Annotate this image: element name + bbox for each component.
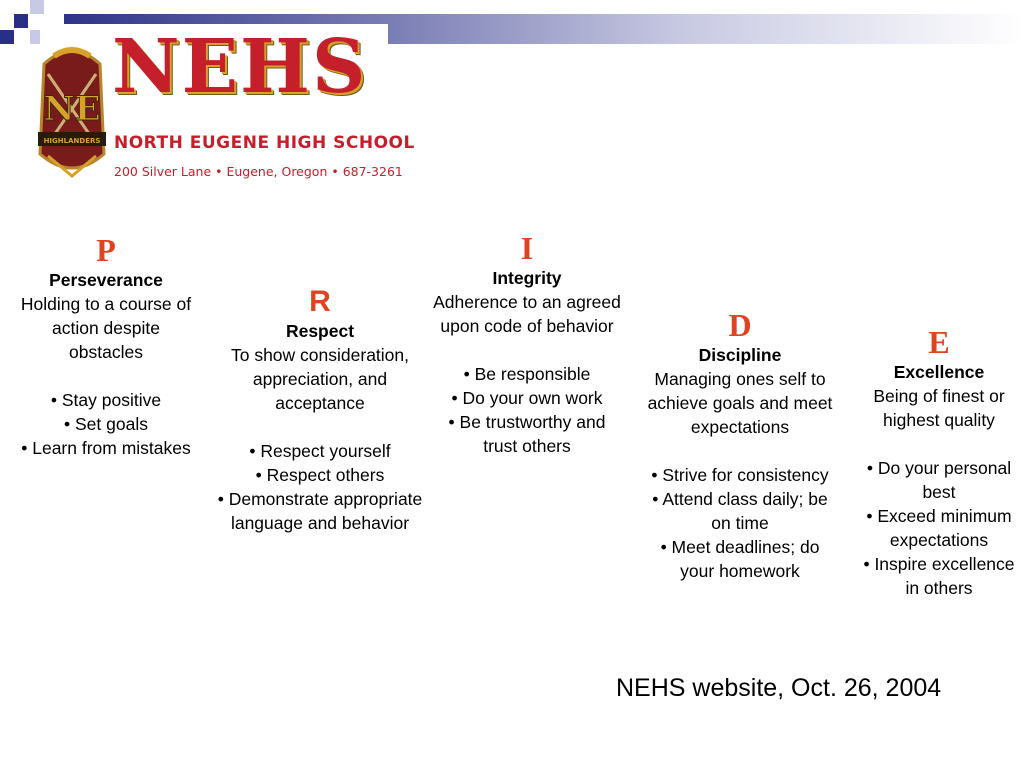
value-title: Perseverance [49,270,163,290]
value-bullet: • Respect others [255,465,385,485]
value-column-integrity [432,232,622,458]
value-letter: D [728,307,752,343]
value-letter: P [96,232,116,268]
logo-school-name: NORTH EUGENE HIGH SCHOOL [114,133,415,153]
value-bullet: • Learn from mistakes [21,438,191,458]
value-column-perseverance [14,234,198,460]
value-definition: Managing ones self to achieve goals and meet expectations [647,369,833,437]
value-definition: To show consideration, appreciation, and acceptance [230,345,410,413]
value-bullet: • Strive for consistency [651,465,829,485]
value-title: Respect [285,321,355,341]
school-logo [30,24,415,190]
value-column-excellence [858,326,1020,600]
value-bullet: • Set goals [64,414,148,434]
value-title: Integrity [492,268,562,288]
source-citation: NEHS website, Oct. 26, 2004 [616,674,942,702]
value-column-respect [214,287,426,535]
value-bullet: • Exceed minimum expectations [866,506,1012,550]
value-bullet: • Be responsible [463,364,591,384]
value-definition: Holding to a course of action despite obstacles [20,294,192,362]
value-bullet: • Be trustworthy and trust others [448,412,606,456]
logo-wordmark: NEHS [112,24,368,110]
value-bullet: • Do your personal best [866,458,1012,502]
value-bullet: • Inspire excellence in others [863,554,1015,598]
logo-address: 200 Silver Lane • Eugene, Oregon • 687-3261 [114,164,403,179]
value-bullet: • Attend class daily; be on time [652,489,828,533]
highlanders-crest-icon [34,34,110,184]
value-title: Excellence [893,362,985,382]
value-bullet: • Respect yourself [249,441,391,461]
value-bullet: • Stay positive [50,390,162,410]
value-bullet: • Meet deadlines; do your homework [660,537,820,581]
value-definition: Adherence to an agreed upon code of behavior [433,292,621,336]
header-square-lavender [30,0,44,14]
value-title: Discipline [698,345,782,365]
header-square-navy [0,30,14,44]
value-bullet: • Demonstrate appropriate language and behavior [217,489,423,533]
svg-text:HIGHLANDERS: HIGHLANDERS [43,137,101,145]
header-square-navy [14,14,28,28]
value-bullet: • Do your own work [451,388,603,408]
value-letter: I [520,230,534,266]
value-definition: Being of finest or highest quality [873,386,1005,430]
value-letter: R [309,285,331,318]
value-column-discipline [642,309,838,583]
svg-text:NE: NE [43,89,101,129]
value-letter: E [928,324,950,360]
